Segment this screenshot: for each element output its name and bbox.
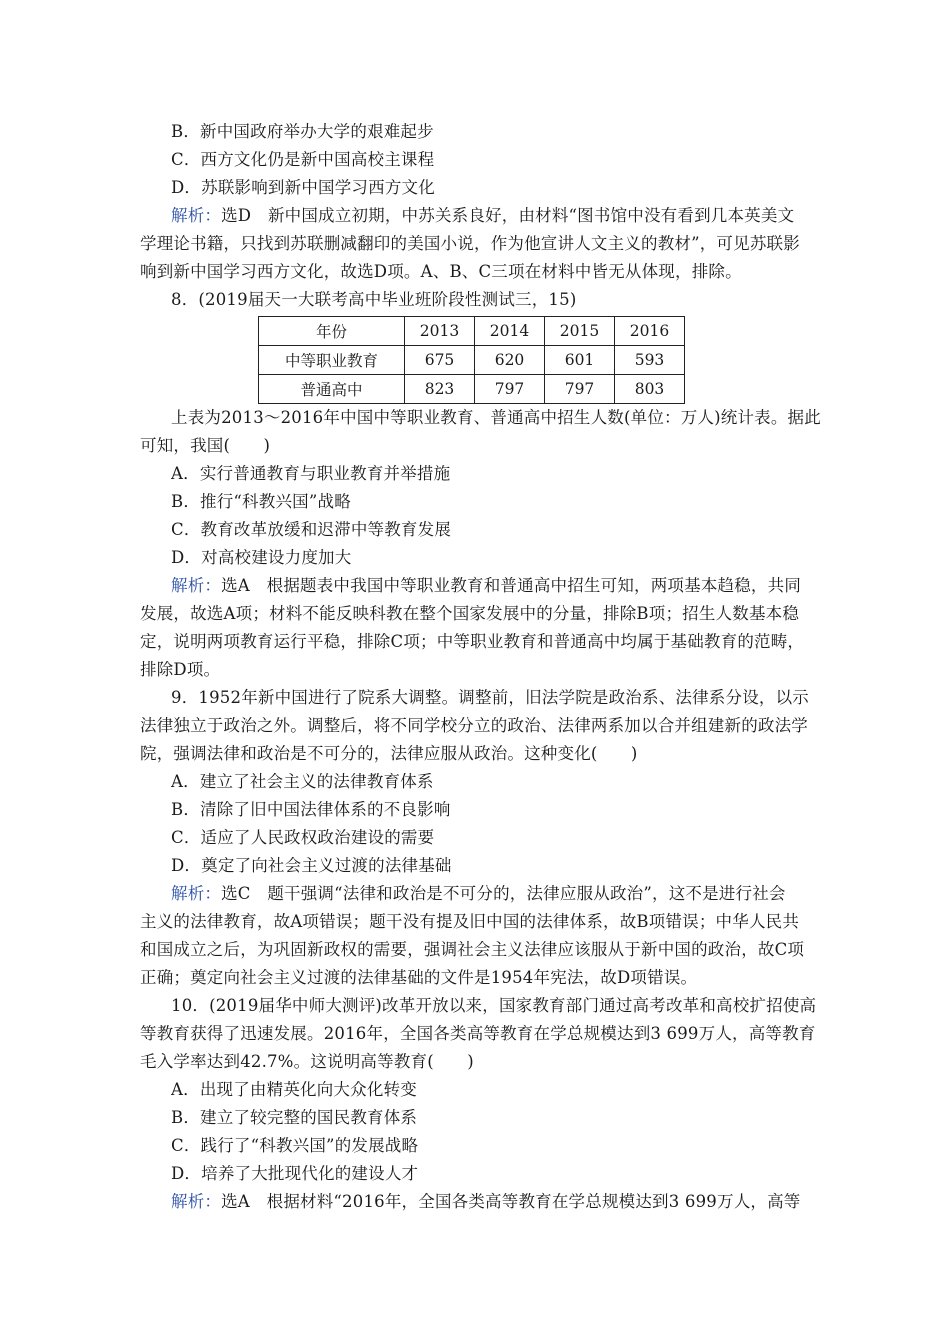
- q9-analysis-line-4: 正确；奠定向社会主义过渡的法律基础的文件是1954年宪法，故D项错误。: [140, 968, 698, 987]
- q8-heading: 8．(2019届天一大联考高中毕业班阶段性测试三，15): [171, 290, 577, 309]
- analysis-label: 解析：: [171, 206, 222, 225]
- table-cell: 普通高中: [259, 375, 405, 404]
- q9-analysis-line-1: [171, 880, 851, 908]
- q10-option-d: D．培养了大批现代化的建设人才: [171, 1164, 419, 1183]
- table-cell: 593: [615, 346, 685, 375]
- q9-stem-line-1: 9．1952年新中国进行了院系大调整。调整前，旧法学院是政治系、法律系分设，以示: [171, 688, 809, 707]
- q9-option-c: C．适应了人民政权政治建设的需要: [171, 828, 435, 847]
- table-cell: 797: [475, 375, 545, 404]
- q8-option-d: D．对高校建设力度加大: [171, 548, 352, 567]
- table-cell: 601: [545, 346, 615, 375]
- q10-stem-line-3: 毛入学率达到42.7%。这说明高等教育( ): [140, 1052, 474, 1071]
- analysis-label: 解析：: [171, 576, 222, 595]
- q9-analysis-line-2: 主义的法律教育，故A项错误；题干没有提及旧中国的法律体系，故B项错误；中华人民共: [140, 912, 800, 931]
- q8-option-c: C．教育改革放缓和迟滞中等教育发展: [171, 520, 452, 539]
- q8-stem-line-2: 可知，我国( ): [140, 436, 271, 455]
- table-cell: 620: [475, 346, 545, 375]
- q10-stem-line-1: 10．(2019届华中师大测评)改革开放以来，国家教育部门通过高考改革和高校扩招使高: [171, 996, 817, 1015]
- table-row: [259, 346, 685, 375]
- q10-option-b: B．建立了较完整的国民教育体系: [171, 1108, 418, 1127]
- table-cell: 797: [545, 375, 615, 404]
- q8-stem-line-1: 上表为2013～2016年中国中等职业教育、普通高中招生人数(单位：万人)统计表。据此: [171, 408, 821, 427]
- q9-stem-line-3: 院，强调法律和政治是不可分的，法律应服从政治。这种变化( ): [140, 744, 638, 763]
- table-cell: 2016: [615, 317, 685, 346]
- analysis-text: 选A 根据材料“2016年，全国各类高等教育在学总规模达到3 699万人，高等: [221, 1192, 801, 1211]
- q10-option-a: A．出现了由精英化向大众化转变: [171, 1080, 417, 1099]
- q8-option-a: A．实行普通教育与职业教育并举措施: [171, 464, 451, 483]
- analysis-label: 解析：: [171, 884, 222, 903]
- analysis-text: 选C 题干强调“法律和政治是不可分的，法律应服从政治”，这不是进行社会: [221, 884, 786, 903]
- enrollment-table: [258, 316, 685, 404]
- table-cell: 823: [405, 375, 475, 404]
- q9-option-b: B．清除了旧中国法律体系的不良影响: [171, 800, 451, 819]
- q8-option-b: B．推行“科教兴国”战略: [171, 492, 351, 511]
- table-header-row: [259, 317, 685, 346]
- table-cell: 675: [405, 346, 475, 375]
- q7-analysis-line-2: 学理论书籍，只找到苏联删减翻印的美国小说，作为他宣讲人文主义的教材”，可见苏联影: [140, 234, 800, 253]
- q10-option-c: C．践行了“科教兴国”的发展战略: [171, 1136, 419, 1155]
- q7-analysis-line-1: [171, 202, 851, 230]
- table-cell: 年份: [259, 317, 405, 346]
- table-cell: 2014: [475, 317, 545, 346]
- q7-analysis-line-3: 响到新中国学习西方文化，故选D项。A、B、C三项在材料中皆无从体现，排除。: [140, 262, 742, 281]
- table-cell: 2013: [405, 317, 475, 346]
- q9-analysis-line-3: 和国成立之后，为巩固新政权的需要，强调社会主义法律应该服从于新中国的政治，故C项: [140, 940, 805, 959]
- q7-option-c: C．西方文化仍是新中国高校主课程: [171, 150, 435, 169]
- q8-analysis-line-1: [171, 572, 851, 600]
- table-cell: 803: [615, 375, 685, 404]
- q10-stem-line-2: 等教育获得了迅速发展。2016年，全国各类高等教育在学总规模达到3 699万人，高等教育: [140, 1024, 816, 1043]
- q9-stem-line-2: 法律独立于政治之外。调整后，将不同学校分立的政治、法律两系加以合并组建新的政法学: [140, 716, 808, 735]
- q8-analysis-line-4: 排除D项。: [140, 660, 221, 679]
- q9-option-a: A．建立了社会主义的法律教育体系: [171, 772, 434, 791]
- q7-option-b: B．新中国政府举办大学的艰难起步: [171, 122, 434, 141]
- table-row: [259, 375, 685, 404]
- q9-option-d: D．奠定了向社会主义过渡的法律基础: [171, 856, 452, 875]
- analysis-label: 解析：: [171, 1192, 222, 1211]
- table-cell: 2015: [545, 317, 615, 346]
- analysis-text: 选D 新中国成立初期，中苏关系良好，由材料“图书馆中没有看到几本英美文: [221, 206, 795, 225]
- q8-analysis-line-3: 定，说明两项教育运行平稳，排除C项；中等职业教育和普通高中均属于基础教育的范畴，: [140, 632, 805, 651]
- table-cell: 中等职业教育: [259, 346, 405, 375]
- q8-analysis-line-2: 发展，故选A项；材料不能反映科教在整个国家发展中的分量，排除B项；招生人数基本稳: [140, 604, 800, 623]
- analysis-text: 选A 根据题表中我国中等职业教育和普通高中招生可知，两项基本趋稳，共同: [221, 576, 802, 595]
- q10-analysis-line-1: [171, 1188, 851, 1216]
- q7-option-d: D．苏联影响到新中国学习西方文化: [171, 178, 435, 197]
